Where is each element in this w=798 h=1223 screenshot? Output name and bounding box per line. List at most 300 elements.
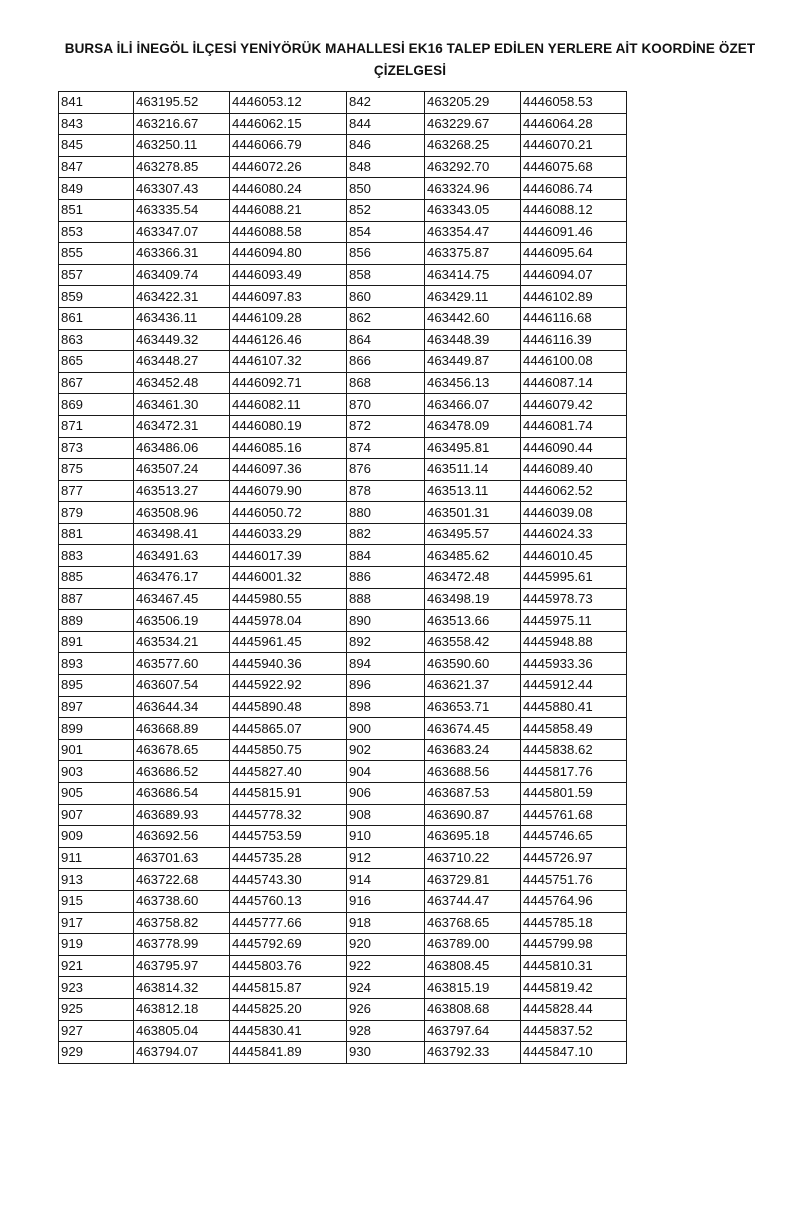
- x-coordinate-cell: 4445880.41: [521, 696, 627, 718]
- point-no-cell: 881: [59, 523, 134, 545]
- table-row: [59, 826, 627, 848]
- y-coordinate-cell: 463461.30: [134, 394, 230, 416]
- y-coordinate-cell: 463366.31: [134, 243, 230, 265]
- x-coordinate-cell: 4446066.79: [230, 135, 347, 157]
- y-coordinate-cell: 463795.97: [134, 955, 230, 977]
- table-row: [59, 761, 627, 783]
- x-coordinate-cell: 4446116.39: [521, 329, 627, 351]
- point-no-cell: 925: [59, 998, 134, 1020]
- point-no-cell: 864: [347, 329, 425, 351]
- y-coordinate-cell: 463229.67: [425, 113, 521, 135]
- y-coordinate-cell: 463644.34: [134, 696, 230, 718]
- x-coordinate-cell: 4446088.12: [521, 199, 627, 221]
- point-no-cell: 930: [347, 1042, 425, 1064]
- table-row: [59, 1020, 627, 1042]
- point-no-cell: 889: [59, 610, 134, 632]
- x-coordinate-cell: 4446088.21: [230, 199, 347, 221]
- table-row: [59, 955, 627, 977]
- x-coordinate-cell: 4445815.91: [230, 783, 347, 805]
- y-coordinate-cell: 463508.96: [134, 502, 230, 524]
- x-coordinate-cell: 4446039.08: [521, 502, 627, 524]
- point-no-cell: 914: [347, 869, 425, 891]
- point-no-cell: 886: [347, 567, 425, 589]
- y-coordinate-cell: 463722.68: [134, 869, 230, 891]
- point-no-cell: 872: [347, 415, 425, 437]
- table-row: [59, 243, 627, 265]
- y-coordinate-cell: 463808.45: [425, 955, 521, 977]
- point-no-cell: 919: [59, 934, 134, 956]
- table-row: [59, 523, 627, 545]
- x-coordinate-cell: 4445961.45: [230, 631, 347, 653]
- y-coordinate-cell: 463513.11: [425, 480, 521, 502]
- x-coordinate-cell: 4446080.19: [230, 415, 347, 437]
- x-coordinate-cell: 4446086.74: [521, 178, 627, 200]
- table-row: [59, 869, 627, 891]
- x-coordinate-cell: 4445830.41: [230, 1020, 347, 1042]
- x-coordinate-cell: 4445933.36: [521, 653, 627, 675]
- x-coordinate-cell: 4446091.46: [521, 221, 627, 243]
- x-coordinate-cell: 4446062.52: [521, 480, 627, 502]
- y-coordinate-cell: 463653.71: [425, 696, 521, 718]
- y-coordinate-cell: 463689.93: [134, 804, 230, 826]
- table-row: [59, 631, 627, 653]
- x-coordinate-cell: 4445838.62: [521, 739, 627, 761]
- point-no-cell: 918: [347, 912, 425, 934]
- x-coordinate-cell: 4445940.36: [230, 653, 347, 675]
- y-coordinate-cell: 463621.37: [425, 675, 521, 697]
- x-coordinate-cell: 4446001.32: [230, 567, 347, 589]
- y-coordinate-cell: 463577.60: [134, 653, 230, 675]
- x-coordinate-cell: 4446082.11: [230, 394, 347, 416]
- table-row: [59, 653, 627, 675]
- y-coordinate-cell: 463686.54: [134, 783, 230, 805]
- x-coordinate-cell: 4446072.26: [230, 156, 347, 178]
- coordinate-table-body: [59, 92, 627, 1064]
- x-coordinate-cell: 4446109.28: [230, 307, 347, 329]
- point-no-cell: 858: [347, 264, 425, 286]
- x-coordinate-cell: 4445746.65: [521, 826, 627, 848]
- table-row: [59, 718, 627, 740]
- table-row: [59, 912, 627, 934]
- table-row: [59, 567, 627, 589]
- y-coordinate-cell: 463815.19: [425, 977, 521, 999]
- point-no-cell: 921: [59, 955, 134, 977]
- x-coordinate-cell: 4446102.89: [521, 286, 627, 308]
- document-title-line1: BURSA İLİ İNEGÖL İLÇESİ YENİYÖRÜK MAHALLESİ EK16 TALEP EDİLEN YERLERE AİT KOORDİNE ÖZET: [64, 41, 756, 56]
- table-row: [59, 135, 627, 157]
- y-coordinate-cell: 463414.75: [425, 264, 521, 286]
- point-no-cell: 913: [59, 869, 134, 891]
- point-no-cell: 885: [59, 567, 134, 589]
- y-coordinate-cell: 463448.39: [425, 329, 521, 351]
- y-coordinate-cell: 463513.66: [425, 610, 521, 632]
- point-no-cell: 845: [59, 135, 134, 157]
- x-coordinate-cell: 4446024.33: [521, 523, 627, 545]
- y-coordinate-cell: 463511.14: [425, 459, 521, 481]
- x-coordinate-cell: 4445975.11: [521, 610, 627, 632]
- table-row: [59, 739, 627, 761]
- x-coordinate-cell: 4446093.49: [230, 264, 347, 286]
- y-coordinate-cell: 463466.07: [425, 394, 521, 416]
- y-coordinate-cell: 463429.11: [425, 286, 521, 308]
- point-no-cell: 884: [347, 545, 425, 567]
- x-coordinate-cell: 4445785.18: [521, 912, 627, 934]
- table-row: [59, 1042, 627, 1064]
- document-title: [50, 38, 770, 82]
- table-row: [59, 286, 627, 308]
- y-coordinate-cell: 463506.19: [134, 610, 230, 632]
- y-coordinate-cell: 463692.56: [134, 826, 230, 848]
- point-no-cell: 927: [59, 1020, 134, 1042]
- point-no-cell: 917: [59, 912, 134, 934]
- table-row: [59, 156, 627, 178]
- point-no-cell: 855: [59, 243, 134, 265]
- point-no-cell: 900: [347, 718, 425, 740]
- point-no-cell: 870: [347, 394, 425, 416]
- y-coordinate-cell: 463695.18: [425, 826, 521, 848]
- y-coordinate-cell: 463501.31: [425, 502, 521, 524]
- y-coordinate-cell: 463452.48: [134, 372, 230, 394]
- y-coordinate-cell: 463758.82: [134, 912, 230, 934]
- point-no-cell: 888: [347, 588, 425, 610]
- point-no-cell: 891: [59, 631, 134, 653]
- point-no-cell: 857: [59, 264, 134, 286]
- x-coordinate-cell: 4445778.32: [230, 804, 347, 826]
- point-no-cell: 911: [59, 847, 134, 869]
- point-no-cell: 922: [347, 955, 425, 977]
- point-no-cell: 898: [347, 696, 425, 718]
- y-coordinate-cell: 463436.11: [134, 307, 230, 329]
- x-coordinate-cell: 4445922.92: [230, 675, 347, 697]
- y-coordinate-cell: 463744.47: [425, 890, 521, 912]
- y-coordinate-cell: 463687.53: [425, 783, 521, 805]
- y-coordinate-cell: 463307.43: [134, 178, 230, 200]
- x-coordinate-cell: 4446107.32: [230, 351, 347, 373]
- y-coordinate-cell: 463449.32: [134, 329, 230, 351]
- point-no-cell: 916: [347, 890, 425, 912]
- point-no-cell: 867: [59, 372, 134, 394]
- y-coordinate-cell: 463442.60: [425, 307, 521, 329]
- point-no-cell: 915: [59, 890, 134, 912]
- point-no-cell: 926: [347, 998, 425, 1020]
- point-no-cell: 851: [59, 199, 134, 221]
- y-coordinate-cell: 463456.13: [425, 372, 521, 394]
- point-no-cell: 866: [347, 351, 425, 373]
- point-no-cell: 882: [347, 523, 425, 545]
- point-no-cell: 924: [347, 977, 425, 999]
- point-no-cell: 893: [59, 653, 134, 675]
- point-no-cell: 899: [59, 718, 134, 740]
- point-no-cell: 902: [347, 739, 425, 761]
- point-no-cell: 865: [59, 351, 134, 373]
- x-coordinate-cell: 4446095.64: [521, 243, 627, 265]
- point-no-cell: 907: [59, 804, 134, 826]
- y-coordinate-cell: 463476.17: [134, 567, 230, 589]
- y-coordinate-cell: 463354.47: [425, 221, 521, 243]
- x-coordinate-cell: 4445890.48: [230, 696, 347, 718]
- x-coordinate-cell: 4445865.07: [230, 718, 347, 740]
- x-coordinate-cell: 4445792.69: [230, 934, 347, 956]
- y-coordinate-cell: 463467.45: [134, 588, 230, 610]
- x-coordinate-cell: 4446017.39: [230, 545, 347, 567]
- x-coordinate-cell: 4445912.44: [521, 675, 627, 697]
- y-coordinate-cell: 463268.25: [425, 135, 521, 157]
- point-no-cell: 877: [59, 480, 134, 502]
- point-no-cell: 846: [347, 135, 425, 157]
- x-coordinate-cell: 4446033.29: [230, 523, 347, 545]
- x-coordinate-cell: 4446085.16: [230, 437, 347, 459]
- point-no-cell: 873: [59, 437, 134, 459]
- table-row: [59, 351, 627, 373]
- y-coordinate-cell: 463216.67: [134, 113, 230, 135]
- x-coordinate-cell: 4446087.14: [521, 372, 627, 394]
- point-no-cell: 844: [347, 113, 425, 135]
- x-coordinate-cell: 4445819.42: [521, 977, 627, 999]
- x-coordinate-cell: 4446097.36: [230, 459, 347, 481]
- x-coordinate-cell: 4445847.10: [521, 1042, 627, 1064]
- point-no-cell: 920: [347, 934, 425, 956]
- x-coordinate-cell: 4446094.07: [521, 264, 627, 286]
- point-no-cell: 929: [59, 1042, 134, 1064]
- x-coordinate-cell: 4446126.46: [230, 329, 347, 351]
- table-row: [59, 610, 627, 632]
- point-no-cell: 923: [59, 977, 134, 999]
- point-no-cell: 863: [59, 329, 134, 351]
- x-coordinate-cell: 4445764.96: [521, 890, 627, 912]
- point-no-cell: 842: [347, 92, 425, 114]
- point-no-cell: 908: [347, 804, 425, 826]
- x-coordinate-cell: 4445850.75: [230, 739, 347, 761]
- table-row: [59, 480, 627, 502]
- point-no-cell: 910: [347, 826, 425, 848]
- table-row: [59, 783, 627, 805]
- table-row: [59, 934, 627, 956]
- x-coordinate-cell: 4445828.44: [521, 998, 627, 1020]
- y-coordinate-cell: 463422.31: [134, 286, 230, 308]
- table-row: [59, 847, 627, 869]
- x-coordinate-cell: 4445817.76: [521, 761, 627, 783]
- y-coordinate-cell: 463686.52: [134, 761, 230, 783]
- y-coordinate-cell: 463335.54: [134, 199, 230, 221]
- y-coordinate-cell: 463347.07: [134, 221, 230, 243]
- y-coordinate-cell: 463805.04: [134, 1020, 230, 1042]
- y-coordinate-cell: 463513.27: [134, 480, 230, 502]
- point-no-cell: 849: [59, 178, 134, 200]
- point-no-cell: 869: [59, 394, 134, 416]
- y-coordinate-cell: 463478.09: [425, 415, 521, 437]
- point-no-cell: 905: [59, 783, 134, 805]
- point-no-cell: 903: [59, 761, 134, 783]
- y-coordinate-cell: 463590.60: [425, 653, 521, 675]
- point-no-cell: 856: [347, 243, 425, 265]
- x-coordinate-cell: 4446088.58: [230, 221, 347, 243]
- y-coordinate-cell: 463472.48: [425, 567, 521, 589]
- point-no-cell: 909: [59, 826, 134, 848]
- x-coordinate-cell: 4446080.24: [230, 178, 347, 200]
- point-no-cell: 883: [59, 545, 134, 567]
- y-coordinate-cell: 463195.52: [134, 92, 230, 114]
- point-no-cell: 901: [59, 739, 134, 761]
- point-no-cell: 861: [59, 307, 134, 329]
- y-coordinate-cell: 463678.65: [134, 739, 230, 761]
- y-coordinate-cell: 463343.05: [425, 199, 521, 221]
- point-no-cell: 874: [347, 437, 425, 459]
- table-row: [59, 437, 627, 459]
- point-no-cell: 868: [347, 372, 425, 394]
- x-coordinate-cell: 4445743.30: [230, 869, 347, 891]
- table-row: [59, 307, 627, 329]
- point-no-cell: 847: [59, 156, 134, 178]
- table-row: [59, 329, 627, 351]
- x-coordinate-cell: 4446062.15: [230, 113, 347, 135]
- y-coordinate-cell: 463789.00: [425, 934, 521, 956]
- table-row: [59, 221, 627, 243]
- x-coordinate-cell: 4445801.59: [521, 783, 627, 805]
- table-row: [59, 804, 627, 826]
- table-row: [59, 998, 627, 1020]
- table-row: [59, 264, 627, 286]
- y-coordinate-cell: 463448.27: [134, 351, 230, 373]
- x-coordinate-cell: 4446070.21: [521, 135, 627, 157]
- point-no-cell: 843: [59, 113, 134, 135]
- x-coordinate-cell: 4445760.13: [230, 890, 347, 912]
- y-coordinate-cell: 463507.24: [134, 459, 230, 481]
- table-row: [59, 588, 627, 610]
- point-no-cell: 871: [59, 415, 134, 437]
- x-coordinate-cell: 4445810.31: [521, 955, 627, 977]
- y-coordinate-cell: 463491.63: [134, 545, 230, 567]
- x-coordinate-cell: 4446090.44: [521, 437, 627, 459]
- y-coordinate-cell: 463292.70: [425, 156, 521, 178]
- y-coordinate-cell: 463558.42: [425, 631, 521, 653]
- x-coordinate-cell: 4445799.98: [521, 934, 627, 956]
- y-coordinate-cell: 463278.85: [134, 156, 230, 178]
- x-coordinate-cell: 4446075.68: [521, 156, 627, 178]
- x-coordinate-cell: 4446097.83: [230, 286, 347, 308]
- table-row: [59, 394, 627, 416]
- y-coordinate-cell: 463498.41: [134, 523, 230, 545]
- table-row: [59, 675, 627, 697]
- x-coordinate-cell: 4446094.80: [230, 243, 347, 265]
- point-no-cell: 890: [347, 610, 425, 632]
- x-coordinate-cell: 4445825.20: [230, 998, 347, 1020]
- table-row: [59, 92, 627, 114]
- point-no-cell: 862: [347, 307, 425, 329]
- point-no-cell: 878: [347, 480, 425, 502]
- point-no-cell: 887: [59, 588, 134, 610]
- point-no-cell: 895: [59, 675, 134, 697]
- y-coordinate-cell: 463668.89: [134, 718, 230, 740]
- point-no-cell: 860: [347, 286, 425, 308]
- y-coordinate-cell: 463495.81: [425, 437, 521, 459]
- point-no-cell: 904: [347, 761, 425, 783]
- table-row: [59, 415, 627, 437]
- table-row: [59, 502, 627, 524]
- coordinate-table: [58, 91, 627, 1064]
- x-coordinate-cell: 4445978.04: [230, 610, 347, 632]
- x-coordinate-cell: 4446089.40: [521, 459, 627, 481]
- x-coordinate-cell: 4446053.12: [230, 92, 347, 114]
- table-row: [59, 545, 627, 567]
- x-coordinate-cell: 4445753.59: [230, 826, 347, 848]
- y-coordinate-cell: 463449.87: [425, 351, 521, 373]
- point-no-cell: 859: [59, 286, 134, 308]
- x-coordinate-cell: 4446079.90: [230, 480, 347, 502]
- table-row: [59, 890, 627, 912]
- x-coordinate-cell: 4446079.42: [521, 394, 627, 416]
- y-coordinate-cell: 463409.74: [134, 264, 230, 286]
- y-coordinate-cell: 463472.31: [134, 415, 230, 437]
- y-coordinate-cell: 463688.56: [425, 761, 521, 783]
- x-coordinate-cell: 4445948.88: [521, 631, 627, 653]
- table-row: [59, 113, 627, 135]
- point-no-cell: 841: [59, 92, 134, 114]
- y-coordinate-cell: 463797.64: [425, 1020, 521, 1042]
- x-coordinate-cell: 4445980.55: [230, 588, 347, 610]
- y-coordinate-cell: 463768.65: [425, 912, 521, 934]
- y-coordinate-cell: 463808.68: [425, 998, 521, 1020]
- point-no-cell: 875: [59, 459, 134, 481]
- table-row: [59, 696, 627, 718]
- y-coordinate-cell: 463534.21: [134, 631, 230, 653]
- point-no-cell: 894: [347, 653, 425, 675]
- point-no-cell: 897: [59, 696, 134, 718]
- y-coordinate-cell: 463778.99: [134, 934, 230, 956]
- x-coordinate-cell: 4445761.68: [521, 804, 627, 826]
- x-coordinate-cell: 4445803.76: [230, 955, 347, 977]
- table-row: [59, 459, 627, 481]
- y-coordinate-cell: 463607.54: [134, 675, 230, 697]
- y-coordinate-cell: 463486.06: [134, 437, 230, 459]
- y-coordinate-cell: 463485.62: [425, 545, 521, 567]
- y-coordinate-cell: 463683.24: [425, 739, 521, 761]
- y-coordinate-cell: 463375.87: [425, 243, 521, 265]
- y-coordinate-cell: 463690.87: [425, 804, 521, 826]
- y-coordinate-cell: 463250.11: [134, 135, 230, 157]
- x-coordinate-cell: 4446064.28: [521, 113, 627, 135]
- x-coordinate-cell: 4445735.28: [230, 847, 347, 869]
- y-coordinate-cell: 463674.45: [425, 718, 521, 740]
- point-no-cell: 853: [59, 221, 134, 243]
- y-coordinate-cell: 463738.60: [134, 890, 230, 912]
- x-coordinate-cell: 4445726.97: [521, 847, 627, 869]
- x-coordinate-cell: 4445837.52: [521, 1020, 627, 1042]
- point-no-cell: 912: [347, 847, 425, 869]
- point-no-cell: 854: [347, 221, 425, 243]
- point-no-cell: 906: [347, 783, 425, 805]
- point-no-cell: 879: [59, 502, 134, 524]
- table-row: [59, 977, 627, 999]
- x-coordinate-cell: 4446081.74: [521, 415, 627, 437]
- y-coordinate-cell: 463794.07: [134, 1042, 230, 1064]
- y-coordinate-cell: 463710.22: [425, 847, 521, 869]
- x-coordinate-cell: 4446050.72: [230, 502, 347, 524]
- y-coordinate-cell: 463701.63: [134, 847, 230, 869]
- point-no-cell: 876: [347, 459, 425, 481]
- table-row: [59, 199, 627, 221]
- y-coordinate-cell: 463498.19: [425, 588, 521, 610]
- x-coordinate-cell: 4445995.61: [521, 567, 627, 589]
- y-coordinate-cell: 463324.96: [425, 178, 521, 200]
- y-coordinate-cell: 463812.18: [134, 998, 230, 1020]
- x-coordinate-cell: 4445858.49: [521, 718, 627, 740]
- x-coordinate-cell: 4446100.08: [521, 351, 627, 373]
- y-coordinate-cell: 463495.57: [425, 523, 521, 545]
- point-no-cell: 892: [347, 631, 425, 653]
- point-no-cell: 928: [347, 1020, 425, 1042]
- point-no-cell: 850: [347, 178, 425, 200]
- x-coordinate-cell: 4445827.40: [230, 761, 347, 783]
